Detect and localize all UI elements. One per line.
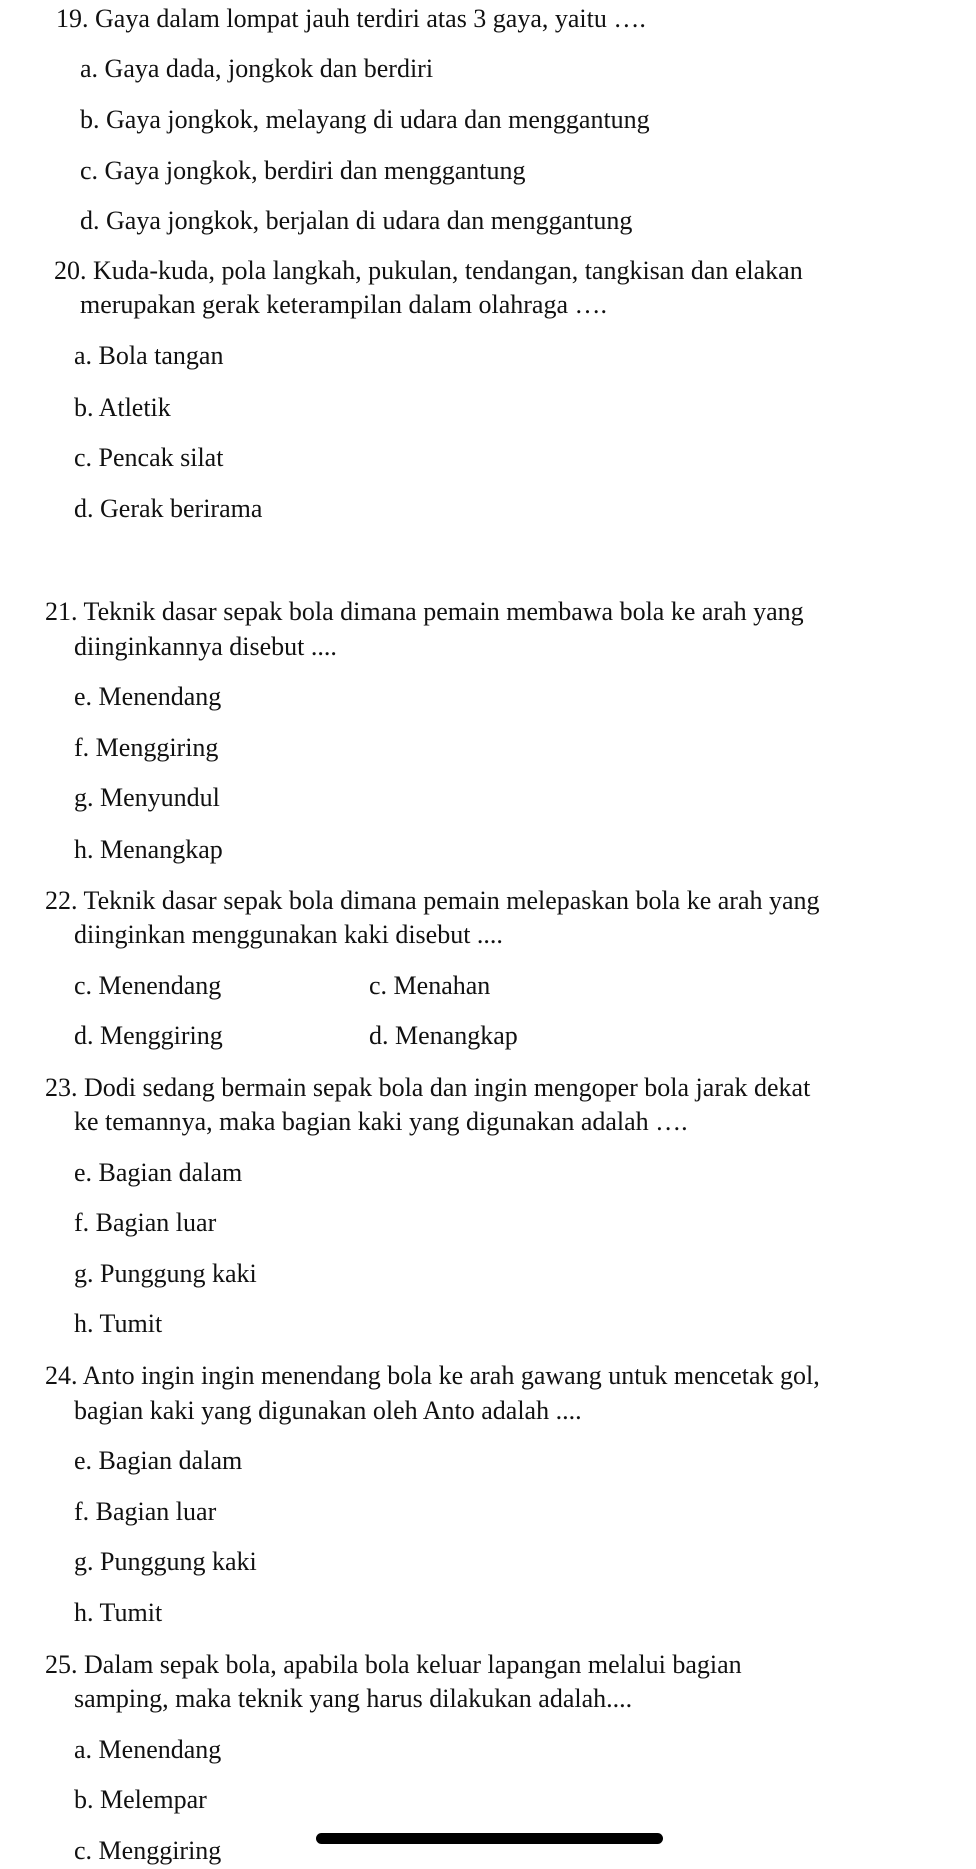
question-19-option-b: b. Gaya jongkok, melayang di udara dan menggantung [80,105,650,134]
question-23-stem-line-1: 23. Dodi sedang bermain sepak bola dan ingin mengoper bola jarak dekat [45,1073,811,1102]
question-21-option-h: h. Menangkap [74,835,223,864]
home-indicator-bar[interactable] [316,1833,663,1844]
question-25-stem-line-1: 25. Dalam sepak bola, apabila bola keluar lapangan melalui bagian [45,1650,742,1679]
question-21-option-f: f. Menggiring [74,733,219,762]
question-20-option-a: a. Bola tangan [74,341,224,370]
question-22-stem-line-2: diinginkan menggunakan kaki disebut .... [74,920,503,949]
question-19-option-d: d. Gaya jongkok, berjalan di udara dan menggantung [80,206,633,235]
question-24-option-e: e. Bagian dalam [74,1446,243,1475]
question-22-option-d-left: d. Menggiring [74,1021,223,1050]
question-22-stem-line-1: 22. Teknik dasar sepak bola dimana pemain melepaskan bola ke arah yang [45,886,820,915]
question-25-stem-line-2: samping, maka teknik yang harus dilakukan adalah.... [74,1684,633,1713]
question-24-option-h: h. Tumit [74,1598,163,1627]
question-25-option-a: a. Menendang [74,1735,222,1764]
question-22-option-c-right: c. Menahan [369,971,491,1000]
question-24-stem-line-2: bagian kaki yang digunakan oleh Anto adalah .... [74,1396,582,1425]
question-25-option-c: c. Menggiring [74,1836,222,1865]
question-19-option-a: a. Gaya dada, jongkok dan berdiri [80,54,434,83]
question-23-option-f: f. Bagian luar [74,1208,217,1237]
question-23-option-g: g. Punggung kaki [74,1259,257,1288]
question-25-option-b: b. Melempar [74,1785,207,1814]
question-20-stem-line-1: 20. Kuda-kuda, pola langkah, pukulan, tendangan, tangkisan dan elakan [54,256,803,285]
question-24-option-g: g. Punggung kaki [74,1547,257,1576]
question-20-stem-line-2: merupakan gerak keterampilan dalam olahraga …. [80,290,607,319]
question-20-option-c: c. Pencak silat [74,443,224,472]
question-20-option-d: d. Gerak berirama [74,494,263,523]
question-23-option-e: e. Bagian dalam [74,1158,243,1187]
question-22-option-d-right: d. Menangkap [369,1021,518,1050]
question-21-option-e: e. Menendang [74,682,222,711]
question-23-option-h: h. Tumit [74,1309,163,1338]
question-24-option-f: f. Bagian luar [74,1497,217,1526]
question-22-option-c-left: c. Menendang [74,971,222,1000]
question-20-option-b: b. Atletik [74,393,171,422]
question-24-stem-line-1: 24. Anto ingin ingin menendang bola ke arah gawang untuk mencetak gol, [45,1361,820,1390]
question-21-stem-line-2: diinginkannya disebut .... [74,632,337,661]
question-19-option-c: c. Gaya jongkok, berdiri dan menggantung [80,156,526,185]
question-23-stem-line-2: ke temannya, maka bagian kaki yang digunakan adalah …. [74,1107,688,1136]
question-19-stem: 19. Gaya dalam lompat jauh terdiri atas 3 gaya, yaitu …. [56,4,646,33]
question-21-option-g: g. Menyundul [74,783,220,812]
question-21-stem-line-1: 21. Teknik dasar sepak bola dimana pemain membawa bola ke arah yang [45,597,804,626]
